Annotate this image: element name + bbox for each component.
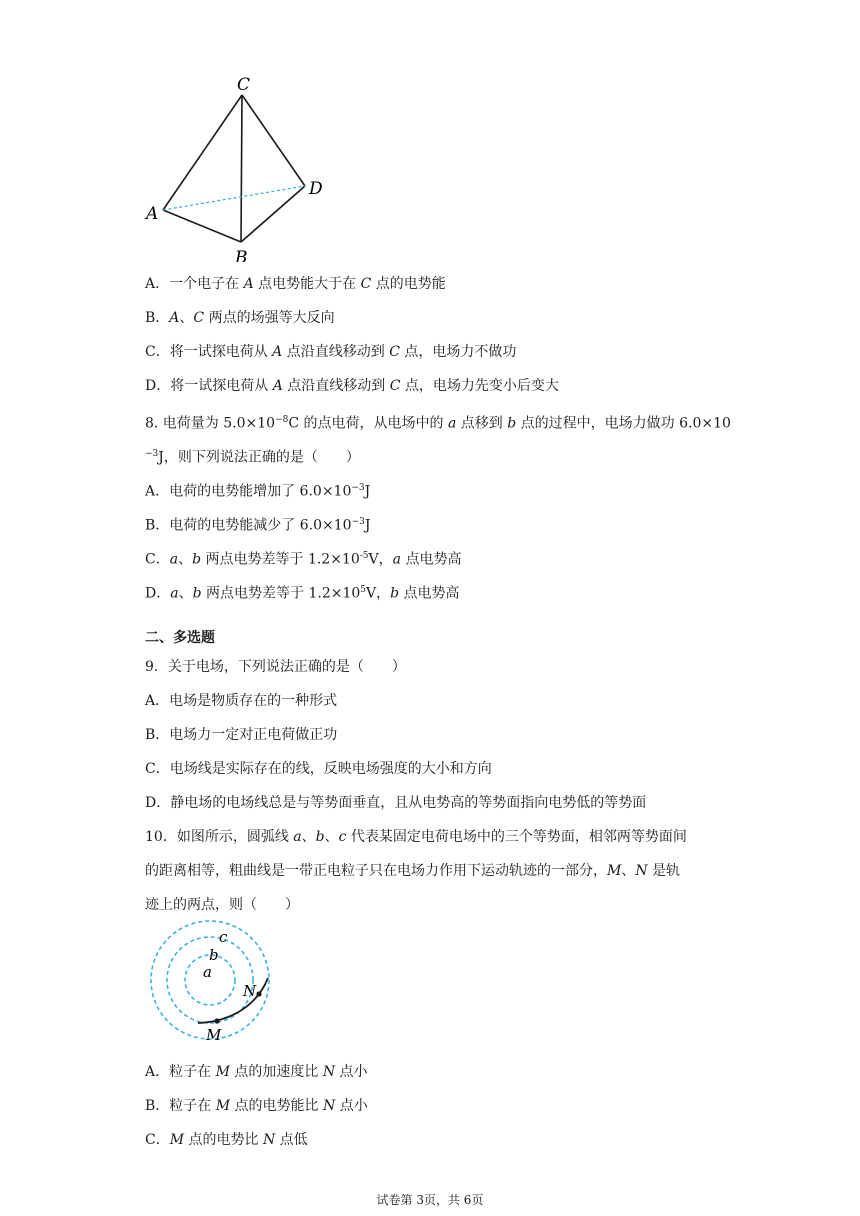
tetrahedron-figure [140,72,340,262]
var: C [360,276,372,292]
edge-ca [163,95,242,210]
edge-bd [241,186,305,242]
text: 两点电势差等于 1.2×10 [201,585,361,602]
label-c-curve: c [219,928,228,946]
text: 的距离相等，粗曲线是一带正电粒子只在电场力作用下运动轨迹的一部分， [145,863,607,879]
text: 8. 电荷量为 5.0×10 [145,415,276,432]
q9-option-d: D．静电场的电场线总是与等势面垂直，且从电势高的等势面指向电势低的等势面 [145,795,647,811]
q9-option-a: A．电场是物质存在的一种形式 [145,693,338,709]
edge-ab [163,210,241,242]
text: D． [145,585,171,602]
text: J [364,483,371,500]
q10-option-c [145,1130,308,1150]
var: C [389,344,400,360]
page-footer: 试卷第 3页，共 6页 [376,1193,484,1207]
text: 、 [178,551,193,568]
text: 代表某固定电荷电场中的三个等势面，相邻两等势面间 [346,829,687,845]
label-d: D [309,179,323,199]
text: 点移到 [456,415,508,432]
equipotential-figure [140,920,290,1050]
label-a: A [146,204,159,224]
var: b [390,585,400,602]
var: a [392,551,402,568]
point-m [214,1018,219,1023]
text: 点的电势比 [184,1132,263,1148]
q8-option-d [145,580,460,604]
text: C 的点电荷，从电场中的 [288,415,448,432]
text: 点沿直线移动到 [282,344,390,360]
text: B．电荷的电势能减少了 6.0×10 [145,517,352,534]
var: a [447,415,457,432]
var: b [192,585,202,602]
var: N [262,1132,276,1148]
section-title: 二、多选题 [145,630,215,646]
var: b [192,551,202,568]
text: V， [368,551,393,568]
q10-stem-line3: 迹上的两点，则（ ） [145,897,299,913]
text: 两点电势差等于 1.2×10 [201,551,360,568]
text: C． [145,1132,170,1148]
text: 两点的场强等大反向 [204,310,335,326]
var: b [507,415,517,432]
q10-stem-line1 [145,827,687,847]
superscript: −3 [145,449,159,459]
text: 点的过程中，电场力做功 6.0×10 [516,415,731,432]
text: 是轨 [647,863,681,879]
point-n [256,991,261,996]
q8-option-c [145,546,461,570]
label-m: M [206,1026,222,1044]
var: C [389,378,401,394]
text: 点电势高 [401,551,462,568]
text: A．粒子在 [145,1064,216,1080]
label-a-curve: a [203,963,212,981]
q8-stem-line1 [145,410,731,434]
text: 点电势高 [399,585,460,602]
superscript: 5 [360,585,367,595]
var: c [338,829,347,845]
var: A [243,276,254,292]
label-b: B [235,248,248,262]
var: a [170,585,179,602]
text: 点小 [335,1064,368,1080]
text: 、 [324,829,339,845]
q7-option-c [145,342,516,362]
text: 、 [178,585,193,602]
edge-ad-dashed [163,186,305,210]
var: b [315,829,325,845]
text: B． [145,310,170,326]
q10-option-b [145,1096,368,1116]
label-n: N [243,982,257,1000]
var: M [169,1132,185,1148]
text: C． [145,551,170,568]
text: 点的电势能 [371,276,446,292]
superscript: −3 [351,483,365,493]
q9-option-c: C．电场线是实际存在的线，反映电场强度的大小和方向 [145,761,492,777]
text: 10．如图所示，圆弧线 [145,829,294,845]
text: 、 [621,863,636,879]
var: A [169,310,180,326]
q9-stem: 9．关于电场，下列说法正确的是（ ） [145,659,406,675]
text: 点的加速度比 [229,1064,323,1080]
var: N [635,863,648,879]
text: V， [366,585,391,602]
label-b-curve: b [209,946,219,964]
var: A [272,344,283,360]
q10-option-a [145,1062,368,1082]
text: 点，电场力先变小后变大 [400,378,559,394]
text: C．将一试探电荷从 [145,344,273,360]
text: 点沿直线移动到 [282,378,390,394]
var: a [169,551,179,568]
text: J，则下列说法正确的是（ ） [158,449,360,466]
var: M [215,1064,230,1080]
q7-option-a [145,274,446,294]
label-c: C [237,75,251,95]
var: a [293,829,302,845]
var: C [193,310,205,326]
text: D．将一试探电荷从 [145,378,273,394]
text: A．一个电子在 [145,276,244,292]
q8-stem-line2 [145,444,360,468]
text: 点的电势能比 [230,1098,323,1114]
superscript: −3 [351,517,365,527]
text: 点，电场力不做功 [399,344,517,360]
var: M [215,1098,231,1114]
superscript: -5 [359,551,369,561]
text: 点低 [275,1132,308,1148]
text: B．粒子在 [145,1098,216,1114]
q7-option-d [145,376,559,396]
text: J [364,517,371,534]
q10-stem-line2 [145,861,680,881]
q7-option-b [145,308,335,328]
var: N [322,1064,336,1080]
q8-option-b [145,512,370,536]
q8-option-a [145,478,370,502]
text: A．电荷的电势能增加了 6.0×10 [145,483,352,500]
q9-option-b: B．电场力一定对正电荷做正功 [145,727,338,743]
var: A [272,378,283,394]
superscript: −8 [275,415,289,425]
text: 、 [179,310,194,326]
text: 、 [301,829,316,845]
edge-cb [241,95,242,242]
var: N [323,1098,336,1114]
edge-cd [242,95,305,186]
text: 点电势能大于在 [253,276,361,292]
text: 点小 [335,1098,368,1114]
var: M [607,863,622,879]
